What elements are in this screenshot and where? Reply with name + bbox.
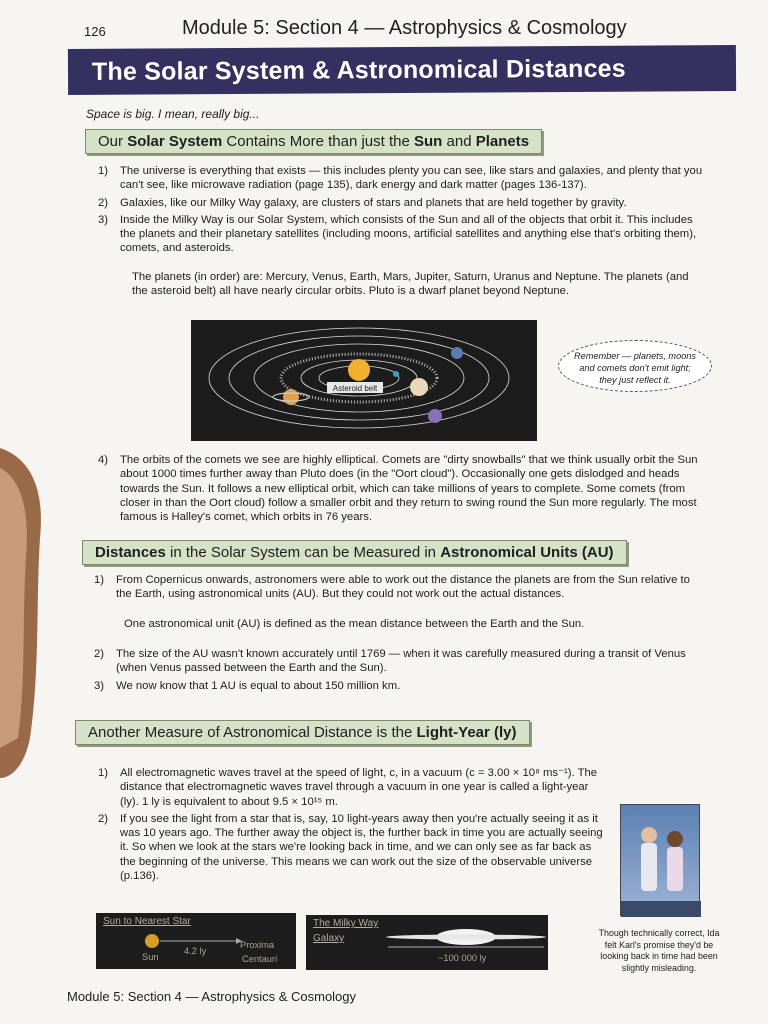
heading-part: Sun <box>414 133 443 150</box>
photo <box>620 804 700 916</box>
heading-part: Astronomical Units (AU) <box>440 544 614 561</box>
item-number: 3) <box>94 679 105 692</box>
item-text: Inside the Milky Way is our Solar System, which consists of the Sun and all of the objects that orbit it. This includes the planets and their planetary satellites (including moons, artificial satellites and anything else that's orbiting them), comets, and asteroids. <box>120 213 697 255</box>
item-number: 1) <box>94 574 105 586</box>
page-number: 126 <box>84 24 106 39</box>
heading-part: in the Solar System can be Measured in <box>165 544 441 561</box>
item-number: 2) <box>98 196 109 209</box>
section-heading-solar-system <box>85 129 542 154</box>
list-item <box>94 573 708 602</box>
distance-label: 4.2 ly <box>184 946 207 956</box>
milky-way-strip <box>306 915 548 970</box>
heading-part: Distances <box>95 544 166 561</box>
item-text: The universe is everything that exists — this includes plenty you can see, like stars and galaxies, and plenty that you can't see, like microwave radiation (page 135), dark energy and dark matter (pages 136-137). <box>120 165 703 192</box>
astronaut-figures-icon <box>621 805 701 917</box>
footer: Module 5: Section 4 — Astrophysics & Cosmology <box>67 989 357 1004</box>
list-item <box>98 164 708 193</box>
item-number: 2) <box>94 648 105 660</box>
list-item <box>98 196 708 210</box>
left-edge-decoration <box>0 448 48 778</box>
au-definition: One astronomical unit (AU) is defined as the mean distance between the Earth and the Sun. <box>124 618 585 630</box>
title-banner <box>68 45 736 95</box>
item-text: The size of the AU wasn't known accurately until 1769 — when it was carefully measured during a transit of Venus (when Venus passed between the Earth and the Sun). <box>116 648 686 675</box>
list-item <box>98 812 606 883</box>
sun-icon <box>145 934 159 948</box>
star-label: Centauri <box>242 954 278 964</box>
heading-part: Planets <box>475 133 530 150</box>
heading-part: Solar System <box>127 133 223 150</box>
planet-icon <box>428 409 442 423</box>
section3-list <box>98 766 606 886</box>
page-title: The Solar System & Astronomical Distances <box>91 54 626 86</box>
heading-part: Another Measure of Astronomical Distance is the <box>88 724 417 741</box>
planets-note: The planets (in order) are: Mercury, Venus, Earth, Mars, Jupiter, Saturn, Uranus and Neptune. The planets (and the asteroid belt) all have nearly circular orbits. Pluto is a dwarf planet beyond Neptune. <box>132 271 689 298</box>
sun-icon <box>348 359 370 381</box>
planet-icon <box>283 389 299 405</box>
list-item <box>98 453 708 524</box>
item-number: 4) <box>98 454 109 466</box>
section1-list-continued <box>98 453 708 527</box>
item-number: 3) <box>98 213 109 226</box>
star-label: Proxima <box>240 940 275 950</box>
section-heading-light-year <box>75 720 530 745</box>
list-item <box>94 647 708 676</box>
section2-list-continued <box>94 647 708 696</box>
thought-bubble: Remember — planets, moons and comets don't emit light; they just reflect it. <box>558 340 712 392</box>
planet-icon <box>451 347 463 359</box>
planet-icon <box>410 378 428 396</box>
tagline: Space is big. I mean, really big... <box>86 107 260 121</box>
orbit-illustration <box>191 320 537 441</box>
item-number: 1) <box>98 165 109 177</box>
item-text: From Copernicus onwards, astronomers were able to work out the distance the planets are from the Sun relative to the Earth, using astronomical units (AU). But they could not work out the actual distances. <box>116 574 690 601</box>
sun-to-star-strip <box>96 913 296 969</box>
solar-system-diagram <box>191 320 537 441</box>
running-head: Module 5: Section 4 — Astrophysics & Cosmology <box>182 17 627 39</box>
section2-list <box>94 573 708 605</box>
galaxy-icon <box>306 915 548 970</box>
item-number: 1) <box>98 767 109 779</box>
sun-label: Sun <box>142 952 159 962</box>
heading-part: Light-Year (ly) <box>416 724 517 741</box>
section-heading-au <box>82 540 627 565</box>
item-text: If you see the light from a star that is, say, 10 light-years away then you're actually seeing it as it was 10 years ago. The further away the object is, the further back in time you are actually seeing it. So when we look at the stars we're looking back in time, and we can only see as far back as the beginning of the universe. This means we can work out the size of the observable universe (p.136). <box>120 812 603 883</box>
heading-part: Contains More than just the <box>222 133 415 150</box>
list-item <box>98 213 708 256</box>
photo-caption: Though technically correct, Ida felt Karl's promise they'd be looking back in time had been slightly misleading. <box>598 928 720 973</box>
distance-label: ~100 000 ly <box>438 953 487 963</box>
strip-title: Sun to Nearest Star <box>103 916 191 927</box>
strip-title: Galaxy <box>313 933 345 944</box>
strip-title: The Milky Way <box>313 918 379 929</box>
item-number: 2) <box>98 812 109 825</box>
section1-list <box>98 164 708 259</box>
asteroid-belt-label: Asteroid belt <box>332 384 378 393</box>
item-text: We now know that 1 AU is equal to about 150 million km. <box>116 679 401 692</box>
item-text: The orbits of the comets we see are highly elliptical. Comets are "dirty snowballs" that we think usually orbit the Sun about 1000 times further away than Pluto does (in the "Oort cloud"). Occasionally one gets dislodged and heads towards the Sun. It follows a new elliptical orbit, which can take millions of years to complete. Some comets (from closer in than the Oort cloud) follow a smaller orbit and they return to swing round the Sun more regularly. The most famous is Halley's comet, which orbits in 76 years. <box>120 454 698 524</box>
list-item <box>98 766 606 809</box>
heading-part: and <box>442 133 476 150</box>
list-item <box>94 679 708 693</box>
planet-icon <box>393 371 399 377</box>
item-text: All electromagnetic waves travel at the speed of light, c, in a vacuum (c = 3.00 × 10⁸ ms⁻¹). The distance that electromagnetic waves travel through a vacuum in one year is called a light-year (ly). 1 ly is equivalent to about 9.5 × 10¹⁵ m. <box>120 767 598 808</box>
item-text: Galaxies, like our Milky Way galaxy, are clusters of stars and planets that are held together by gravity. <box>120 196 627 209</box>
heading-part: Our <box>98 133 128 150</box>
